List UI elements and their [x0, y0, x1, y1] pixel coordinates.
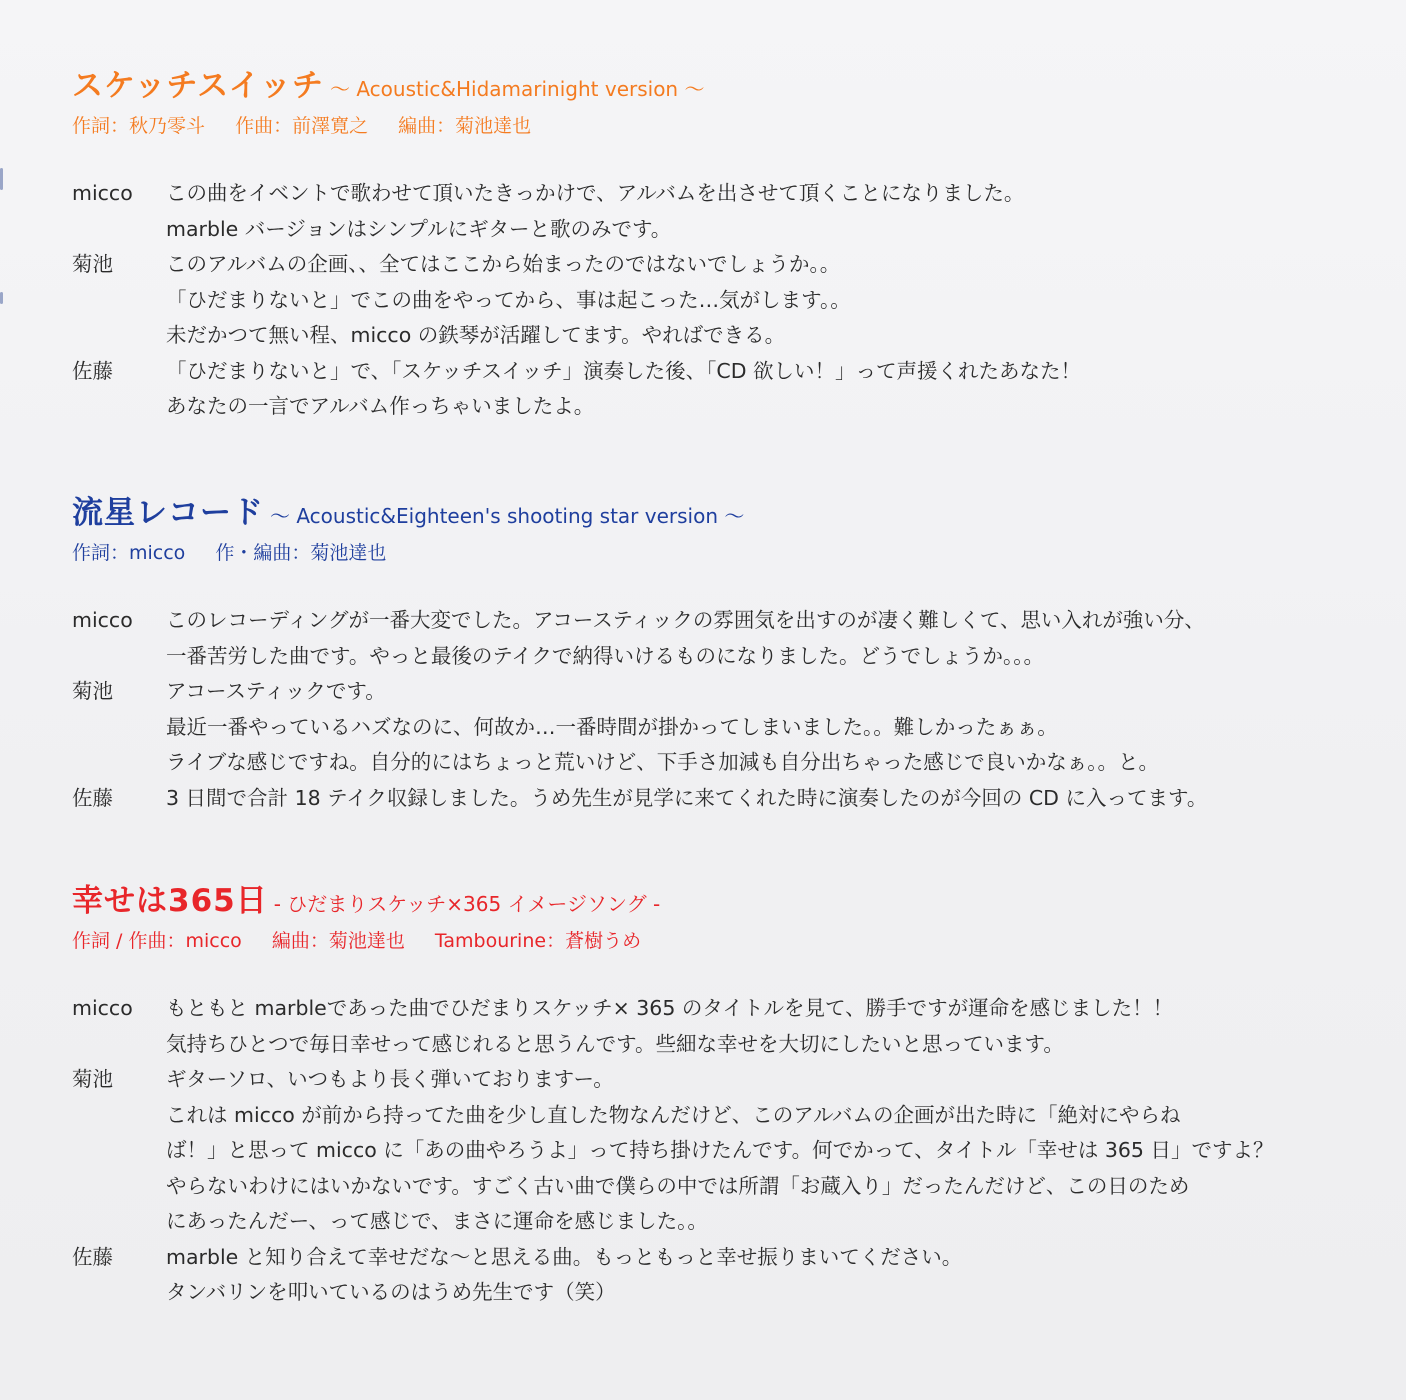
speaker-name: micco	[72, 996, 133, 1020]
credit-lyrics-composition: 作詞 / 作曲：micco	[72, 930, 242, 952]
song-heading	[72, 60, 1372, 105]
comment-line: このアルバムの企画、、全てはここから始まったのではないでしょうか。。	[166, 252, 841, 276]
speaker-name: micco	[72, 608, 133, 632]
song-heading	[72, 875, 1372, 920]
comment-line: タンバリンを叩いているのはうめ先生です（笑）	[166, 1280, 616, 1304]
song-title: 流星レコード	[72, 495, 264, 531]
comment-line: アコースティックです。	[166, 679, 386, 703]
scan-edge-mark	[0, 168, 3, 190]
comment-line: ライブな感じですね。自分的にはちょっと荒いけど、下手さ加減も自分出ちゃった感じで良いかなぁ。。と。	[166, 750, 1160, 774]
comment-sato	[72, 1240, 1372, 1311]
comment-line: ギターソロ、いつもより長く弾いておりますー。	[166, 1067, 614, 1091]
song-heading	[72, 487, 1372, 532]
comment-line: 3 日間で合計 18 テイク収録しました。うめ先生が見学に来てくれた時に演奏したのが今回の CD に入ってます。	[166, 785, 1208, 810]
song-credits	[72, 926, 1372, 953]
song-credits	[72, 111, 1372, 138]
comment-micco	[72, 991, 1372, 1062]
comments-list	[72, 176, 1372, 425]
comment-line: もともと marbleであった曲でひだまりスケッチ× 365 のタイトルを見て、勝手ですが運命を感じました！！	[166, 996, 1174, 1020]
speaker-name: 菊池	[72, 1067, 113, 1091]
speaker-name: 佐藤	[72, 358, 113, 383]
comment-kikuchi	[72, 247, 1372, 354]
credit-composition: 作曲：前澤寛之	[235, 115, 369, 137]
comment-line: あなたの一言でアルバム作っちゃいましたよ。	[166, 394, 595, 418]
comment-line: marble と知り合えて幸せだな～と思える曲。もっともっと幸せ振りまいてください。	[166, 1244, 963, 1269]
scan-edge-mark	[0, 292, 3, 304]
song-section-ryusei-record	[72, 487, 1372, 816]
comment-line: 最近一番やっているハズなのに、何故か…一番時間が掛かってしまいました。。難しかったぁぁ。	[166, 714, 1058, 739]
speaker-name: micco	[72, 181, 133, 205]
speaker-name: 佐藤	[72, 785, 113, 810]
comment-line: 気持ちひとつで毎日幸せって感じれると思うんです。些細な幸せを大切にしたいと思っています。	[166, 1031, 1064, 1056]
comment-line: 「ひだまりないと」でこの曲をやってから、事は起こった…気がします。。	[166, 287, 851, 312]
comment-micco	[72, 176, 1372, 247]
song-section-sketch-switch	[72, 60, 1372, 425]
comment-line: 未だかつて無い程、micco の鉄琴が活躍してます。やればできる。	[166, 323, 786, 347]
credit-lyrics: 作詞：秋乃零斗	[72, 115, 206, 137]
song-subtitle: - ひだまりスケッチ×365 イメージソング -	[273, 892, 661, 916]
comment-line: marble バージョンはシンプルにギターと歌のみです。	[166, 216, 672, 241]
song-title: スケッチスイッチ	[72, 68, 324, 104]
speaker-name: 佐藤	[72, 1244, 113, 1269]
comment-line: やらないわけにはいかないです。すごく古い曲で僕らの中では所謂「お蔵入り」だったんだけど、この日のため	[166, 1173, 1190, 1198]
comment-line: 一番苦労した曲です。やっと最後のテイクで納得いけるものになりました。どうでしょうか。。。	[166, 643, 1045, 668]
comment-kikuchi	[72, 1062, 1372, 1240]
comment-line: この曲をイベントで歌わせて頂いたきっかけで、アルバムを出させて頂くことになりました。	[166, 181, 1025, 205]
comment-line: ば！」と思って micco に「あの曲やろうよ」って持ち掛けたんです。何でかって、タイトル「幸せは 365 日」ですよ？	[166, 1138, 1274, 1162]
comment-sato	[72, 354, 1372, 425]
comment-line: このレコーディングが一番大変でした。アコースティックの雰囲気を出すのが凄く難しくて、思い入れが強い分、	[166, 608, 1205, 632]
comment-line: 「ひだまりないと」で、「スケッチスイッチ」演奏した後、「CD 欲しい！」って声援くれたあなた！	[166, 358, 1082, 383]
credit-arrangement: 編曲：菊池達也	[271, 930, 405, 952]
comment-sato	[72, 781, 1372, 817]
credit-lyrics: 作詞：micco	[72, 542, 186, 564]
song-credits	[72, 538, 1372, 565]
comment-line: これは micco が前から持ってた曲を少し直した物なんだけど、このアルバムの企画が出た時に「絶対にやらね	[166, 1102, 1181, 1127]
comment-micco	[72, 603, 1372, 674]
credit-tambourine: Tambourine：蒼樹うめ	[434, 930, 642, 952]
comments-list	[72, 603, 1372, 816]
comment-kikuchi	[72, 674, 1372, 781]
speaker-name: 菊池	[72, 252, 113, 276]
comment-line: にあったんだー、って感じで、まさに運命を感じました。。	[166, 1209, 708, 1233]
song-title: 幸せは365日	[72, 883, 268, 919]
song-subtitle: ～ Acoustic&Hidamarinight version ～	[329, 77, 705, 101]
comments-list	[72, 991, 1372, 1311]
credit-arrangement: 編曲：菊池達也	[398, 115, 532, 137]
song-section-shiawase-365	[72, 875, 1372, 1311]
credit-composition-arrangement: 作・編曲：菊池達也	[215, 542, 387, 564]
song-subtitle: ～ Acoustic&Eighteen's shooting star version ～	[270, 504, 745, 528]
speaker-name: 菊池	[72, 679, 113, 703]
